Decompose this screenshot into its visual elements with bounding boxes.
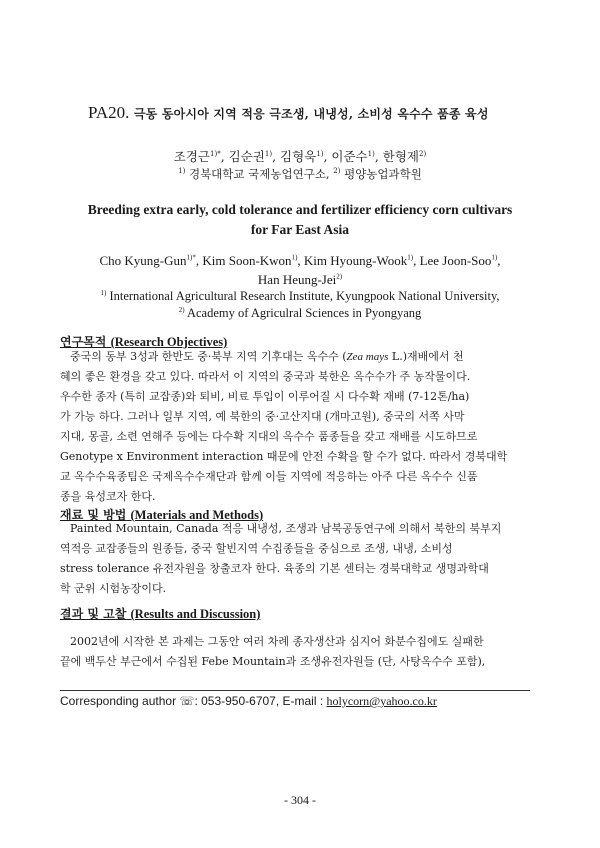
paragraph-line: 지대, 몽골, 소련 연해주 등에는 다수확 지대의 옥수수 품종들을 갖고 재배를 시도하므로: [60, 430, 478, 443]
paragraph-line: 종을 육성코자 한다.: [60, 490, 156, 503]
corresponding-author-footnote: [60, 694, 437, 709]
author-ko: 김순권: [228, 149, 265, 164]
author-ko: 이준수: [331, 149, 368, 164]
affil-mark: 1): [100, 288, 107, 297]
title-en-line: for Far East Asia: [250, 222, 350, 237]
paragraph-line: 학 군위 시험농장이다.: [60, 582, 167, 595]
author-ko: 한형제: [382, 149, 420, 164]
affil-mark: 2): [333, 167, 341, 176]
author-mark: 1)*: [186, 253, 196, 262]
affiliations-en: [40, 288, 560, 322]
affil-mark: 1): [178, 167, 186, 176]
abstract-title-ko-text: 극동 동아시아 지역 적응 극조생, 내냉성, 소비성 옥수수 품종 육성: [133, 107, 489, 121]
author-en: Cho Kyung-Gun: [99, 253, 187, 268]
footnote-phone: : 053-950-6707, E-mail :: [194, 694, 327, 708]
heading-en: (Materials and Methods): [130, 508, 264, 522]
title-en-line: Breeding extra early, cold tolerance and fertilizer efficiency corn cultivars: [87, 202, 513, 217]
author-en: , Kim Hyoung-Wook: [297, 253, 408, 268]
author-en: Han Heung-Jei: [257, 272, 337, 287]
abstract-code: PA20.: [88, 103, 130, 122]
paragraph-line: 중국의 동부 3성과 한반도 중·북부 지역 기후대는 옥수수 (Zea mays L.)재배에서 천: [70, 350, 464, 363]
paragraph-line: stress tolerance 유전자원을 창출코자 한다. 육종의 기본 센터는 경북대학교 생명과학대: [60, 562, 489, 575]
footnote-label: Corresponding author: [60, 694, 177, 708]
abstract-title-ko: [88, 103, 568, 123]
author-mark: 1): [407, 253, 414, 262]
author-sep: ,: [497, 253, 501, 268]
paragraph-line: 혜의 좋은 환경을 갖고 있다. 따라서 이 지역의 중국과 북한은 옥수수가 주 농작물이다.: [60, 370, 471, 383]
affil-ko-2: 평양농업과학원: [340, 167, 422, 181]
section-heading-results: [60, 605, 260, 622]
paragraph-line: 우수한 종자 (특히 교잡종)와 퇴비, 비료 투입이 이루어질 시 다수확 재배 (7-12톤/ha): [60, 390, 470, 403]
authors-en: [40, 251, 560, 289]
heading-ko: 연구목적: [60, 335, 107, 349]
telephone-icon: ☏: [179, 694, 195, 708]
affil-mark: 2): [178, 305, 185, 314]
affiliations-ko: [40, 166, 560, 182]
author-ko: 조경근: [173, 149, 211, 164]
footnote-divider: [60, 690, 530, 691]
authors-ko: 조경근$^{1)*}$, 김순권$^{1)}$, 김형욱$^{1)}$, 이준수$^{1)}$, 한형제$^{2)}$: [173, 149, 427, 164]
paragraph-line: 2002년에 시작한 본 과제는 그동안 여러 차례 종자생산과 심지어 화분수집에도 실패한: [70, 635, 484, 648]
author-ko: 김형욱: [280, 149, 317, 164]
email-link[interactable]: holycorn@yahoo.co.kr: [326, 694, 437, 708]
heading-en: (Research Objectives): [110, 335, 228, 349]
author-mark: 1): [291, 253, 298, 262]
author-en: , Kim Soon-Kwon: [195, 253, 292, 268]
heading-ko: 재료 및 방법: [60, 508, 127, 522]
paragraph-line: 가 가능 하다. 그러나 일부 지역, 예 북한의 중·고산지대 (개마고원), 중국의 서쪽 사막: [60, 410, 465, 423]
abstract-title-en: [40, 200, 560, 240]
author-mark: 1)*: [210, 149, 221, 158]
author-mark: 1): [316, 149, 324, 158]
paragraph-methods: [60, 519, 510, 599]
heading-ko: 결과 및 고찰: [60, 607, 127, 621]
heading-en: (Results and Discussion): [130, 607, 261, 621]
affil-en-2: Academy of Agriculral Sciences in Pyongyang: [184, 306, 422, 320]
author-mark: 2): [419, 149, 427, 158]
author-mark: 1): [367, 149, 375, 158]
author-en: , Lee Joon-Soo: [413, 253, 492, 268]
author-mark: 1): [264, 149, 273, 158]
paragraph-line: Painted Mountain, Canada 적응 내냉성, 조생과 남북공동연구에 의해서 북한의 북부지: [70, 522, 502, 535]
paragraph-line: 끝에 백두산 부근에서 수집된 Febe Mountain과 조생유전자원들 (단, 사탕옥수수 포함),: [60, 655, 486, 668]
author-mark: 2): [336, 272, 343, 281]
affil-ko-1: 경북대학교 국제농업연구소,: [185, 167, 334, 181]
author-mark: 1): [491, 253, 498, 262]
species-name: Zea mays: [346, 351, 389, 363]
affil-en-1: International Agricultural Research Institute, Kyungpook National University,: [106, 289, 500, 303]
paragraph-line: 교 옥수수육종팀은 국제옥수수재단과 함께 이들 지역에 적응하는 아주 다른 옥수수 신품: [60, 470, 478, 483]
paragraph-line: 역적응 교잡종들의 원종들, 중국 할빈지역 수집종들을 중심으로 조생, 내냉, 소비성: [60, 542, 453, 555]
page-number: - 304 -: [284, 793, 316, 807]
paragraph-line: Genotype x Environment interaction 때문에 안전 수확을 할 수가 없다. 따라서 경북대학: [60, 450, 508, 463]
paragraph-results: [60, 632, 510, 672]
paragraph-objectives: [60, 347, 510, 507]
